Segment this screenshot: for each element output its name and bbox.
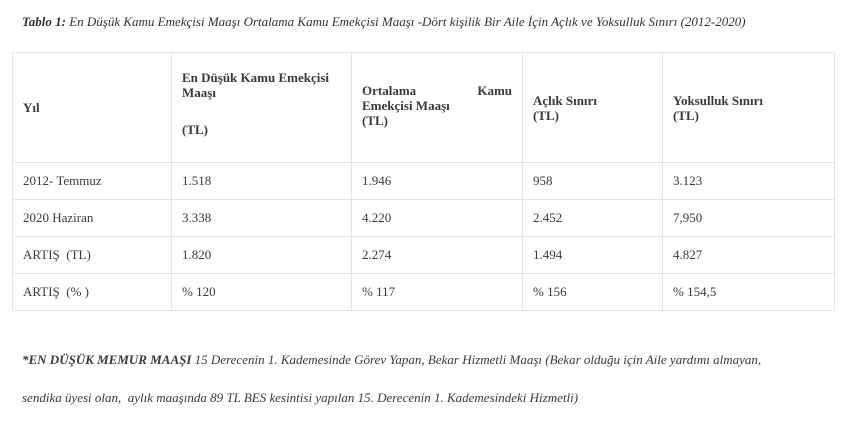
table-cell: 3.123 xyxy=(663,163,835,200)
table-cell: ARTIŞ (TL) xyxy=(13,237,172,274)
table-caption xyxy=(22,14,832,30)
table-cell: 2012- Temmuz xyxy=(13,163,172,200)
table-cell: 4.827 xyxy=(663,237,835,274)
table-row xyxy=(13,237,835,274)
header-row xyxy=(13,53,835,163)
table-cell: 1.820 xyxy=(172,237,352,274)
header-poverty-line: Yoksulluk Sınırı (TL) xyxy=(663,53,835,163)
table-row xyxy=(13,200,835,237)
table-cell: 1.494 xyxy=(523,237,663,274)
table-cell: % 120 xyxy=(172,274,352,311)
table-cell: % 154,5 xyxy=(663,274,835,311)
table-cell: % 117 xyxy=(352,274,523,311)
header-hunger-line: Açlık Sınırı (TL) xyxy=(523,53,663,163)
table-cell: ARTIŞ (% ) xyxy=(13,274,172,311)
table-cell: 1.518 xyxy=(172,163,352,200)
table-cell: 4.220 xyxy=(352,200,523,237)
table-cell: 1.946 xyxy=(352,163,523,200)
table-cell: 2020 Haziran xyxy=(13,200,172,237)
table-cell: 2.274 xyxy=(352,237,523,274)
salary-table xyxy=(12,52,835,311)
table-cell: % 156 xyxy=(523,274,663,311)
table-row xyxy=(13,274,835,311)
header-year: Yıl xyxy=(13,53,172,163)
caption-label: Tablo 1: xyxy=(22,14,66,29)
table-cell: 7,950 xyxy=(663,200,835,237)
header-avg-salary: Ortalama Kamu Emekçisi Maaşı (TL) xyxy=(352,53,523,163)
footnote-text: 15 Derecenin 1. Kademesinde Görev Yapan, Bekar Hizmetli Maaşı (Bekar olduğu için Aile yardımı almayan, xyxy=(191,352,762,367)
footnote-line-2: sendika üyesi olan, aylık maaşında 89 TL BES kesintisi yapılan 15. Derecenin 1. Kademesindeki Hizmetli) xyxy=(22,390,579,405)
table-cell: 3.338 xyxy=(172,200,352,237)
header-min-salary: En Düşük Kamu Emekçisi Maaşı (TL) xyxy=(172,53,352,163)
table-row xyxy=(13,163,835,200)
caption-text: En Düşük Kamu Emekçisi Maaşı Ortalama Kamu Emekçisi Maaşı -Dört kişilik Bir Aile İçin Açlık ve Yoksulluk Sınırı (2012-2020) xyxy=(65,14,746,29)
footnote-bold: *EN DÜŞÜK MEMUR MAAŞI xyxy=(22,352,192,367)
table-cell: 2.452 xyxy=(523,200,663,237)
table-cell: 958 xyxy=(523,163,663,200)
footnote-line-1 xyxy=(22,352,832,368)
